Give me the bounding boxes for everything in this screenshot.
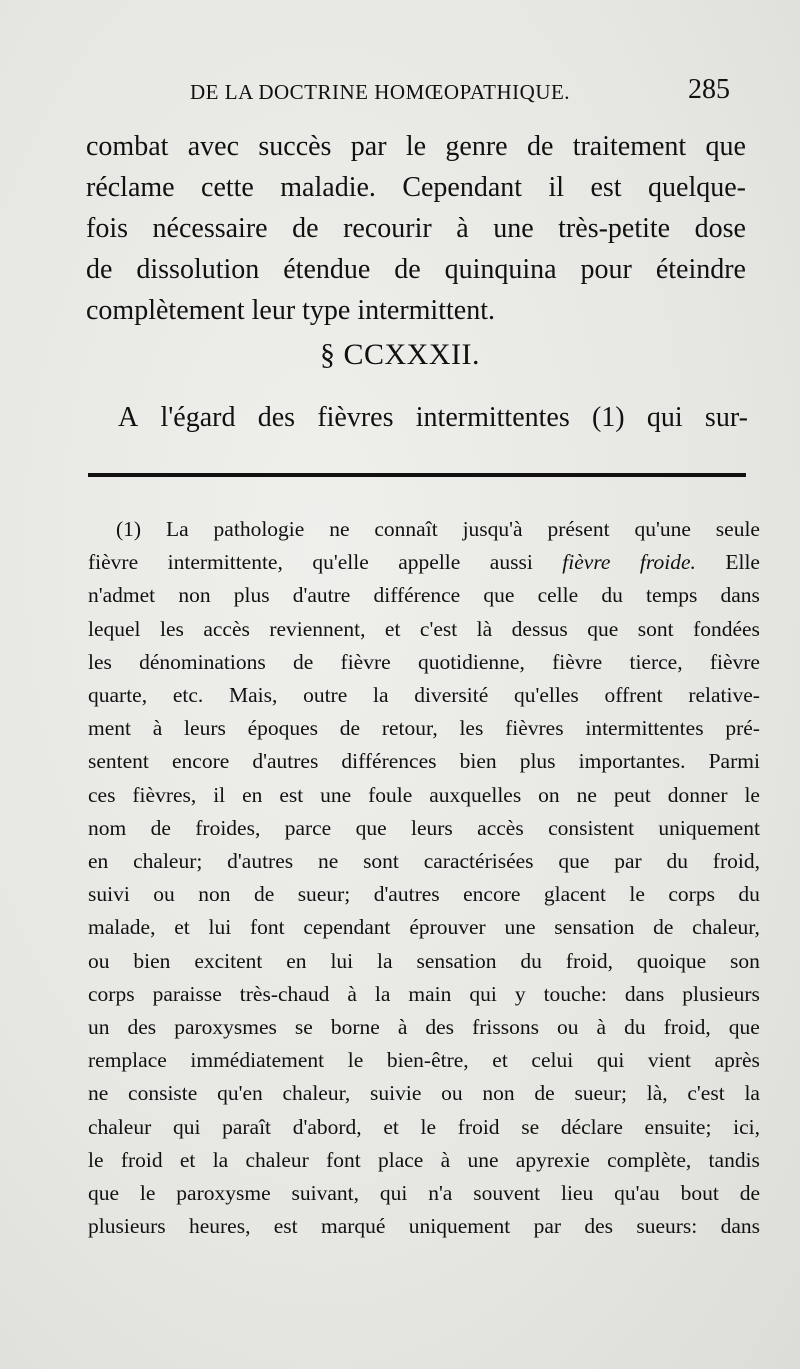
body-line: de dissolution étendue de quinquina pour éteindre [86, 254, 746, 285]
footnote-line: que le paroxysme suivant, qui n'a souvent lieu qu'au bout de [88, 1181, 760, 1206]
footnote-line: un des paroxysmes se borne à des frissons ou à du froid, que [88, 1015, 760, 1040]
footnote-line: ou bien excitent en lui la sensation du froid, quoique son [88, 948, 760, 973]
footnote-line: n'admet non plus d'autre différence que celle du temps dans [88, 583, 760, 608]
footnote-line: nom de froides, parce que leurs accès consistent uniquement [88, 815, 760, 840]
page-number: 285 [688, 74, 730, 105]
body-line: complètement leur type intermittent. [86, 295, 495, 326]
footnote-separator-rule [88, 473, 746, 477]
section-heading: § CCXXXII. [320, 338, 480, 371]
footnote-line: ces fièvres, il en est une foule auxquelles on ne peut donner le [88, 782, 760, 807]
footnote-line: chaleur qui paraît d'abord, et le froid se déclare ensuite; ici, [88, 1114, 760, 1139]
footnote-line: le froid et la chaleur font place à une apyrexie complète, tandis [88, 1147, 760, 1172]
section-first-line: A l'égard des fièvres intermittentes (1) qui sur- [118, 402, 748, 433]
footnote-line: ne consiste qu'en chaleur, suivie ou non de sueur; là, c'est la [88, 1081, 760, 1106]
body-line: réclame cette maladie. Cependant il est quelque- [86, 172, 746, 203]
footnote-line: quarte, etc. Mais, outre la diversité qu'elles offrent relative- [88, 683, 760, 708]
footnote-line: en chaleur; d'autres ne sont caractérisées que par du froid, [88, 849, 760, 874]
body-line: fois nécessaire de recourir à une très-petite dose [86, 213, 746, 244]
footnote-line: (1) La pathologie ne connaît jusqu'à présent qu'une seule [116, 517, 760, 541]
body-paragraph [86, 126, 746, 331]
body-line: combat avec succès par le genre de traitement que [86, 131, 746, 162]
running-head: DE LA DOCTRINE HOMŒOPATHIQUE. [190, 80, 571, 104]
footnote-line: corps paraisse très-chaud à la main qui y touche: dans plusieurs [88, 981, 760, 1006]
footnote-line: suivi ou non de sueur; d'autres encore glacent le corps du [88, 882, 760, 907]
footnote-line: fièvre intermittente, qu'elle appelle aussi fièvre froide. Elle [88, 550, 760, 575]
footnote-line: ment à leurs époques de retour, les fièvres intermittentes pré- [88, 716, 760, 741]
footnote-line: remplace immédiatement le bien-être, et celui qui vient après [88, 1048, 760, 1073]
footnote-line: lequel les accès reviennent, et c'est là dessus que sont fondées [88, 616, 760, 641]
footnote-line: plusieurs heures, est marqué uniquement par des sueurs: dans [88, 1214, 760, 1239]
footnote [88, 513, 760, 1243]
page-header [0, 74, 800, 114]
footnote-line: les dénominations de fièvre quotidienne, fièvre tierce, fièvre [88, 649, 760, 674]
footnote-line: malade, et lui font cependant éprouver une sensation de chaleur, [88, 915, 760, 940]
footnote-line: sentent encore d'autres différences bien plus importantes. Parmi [88, 749, 760, 774]
